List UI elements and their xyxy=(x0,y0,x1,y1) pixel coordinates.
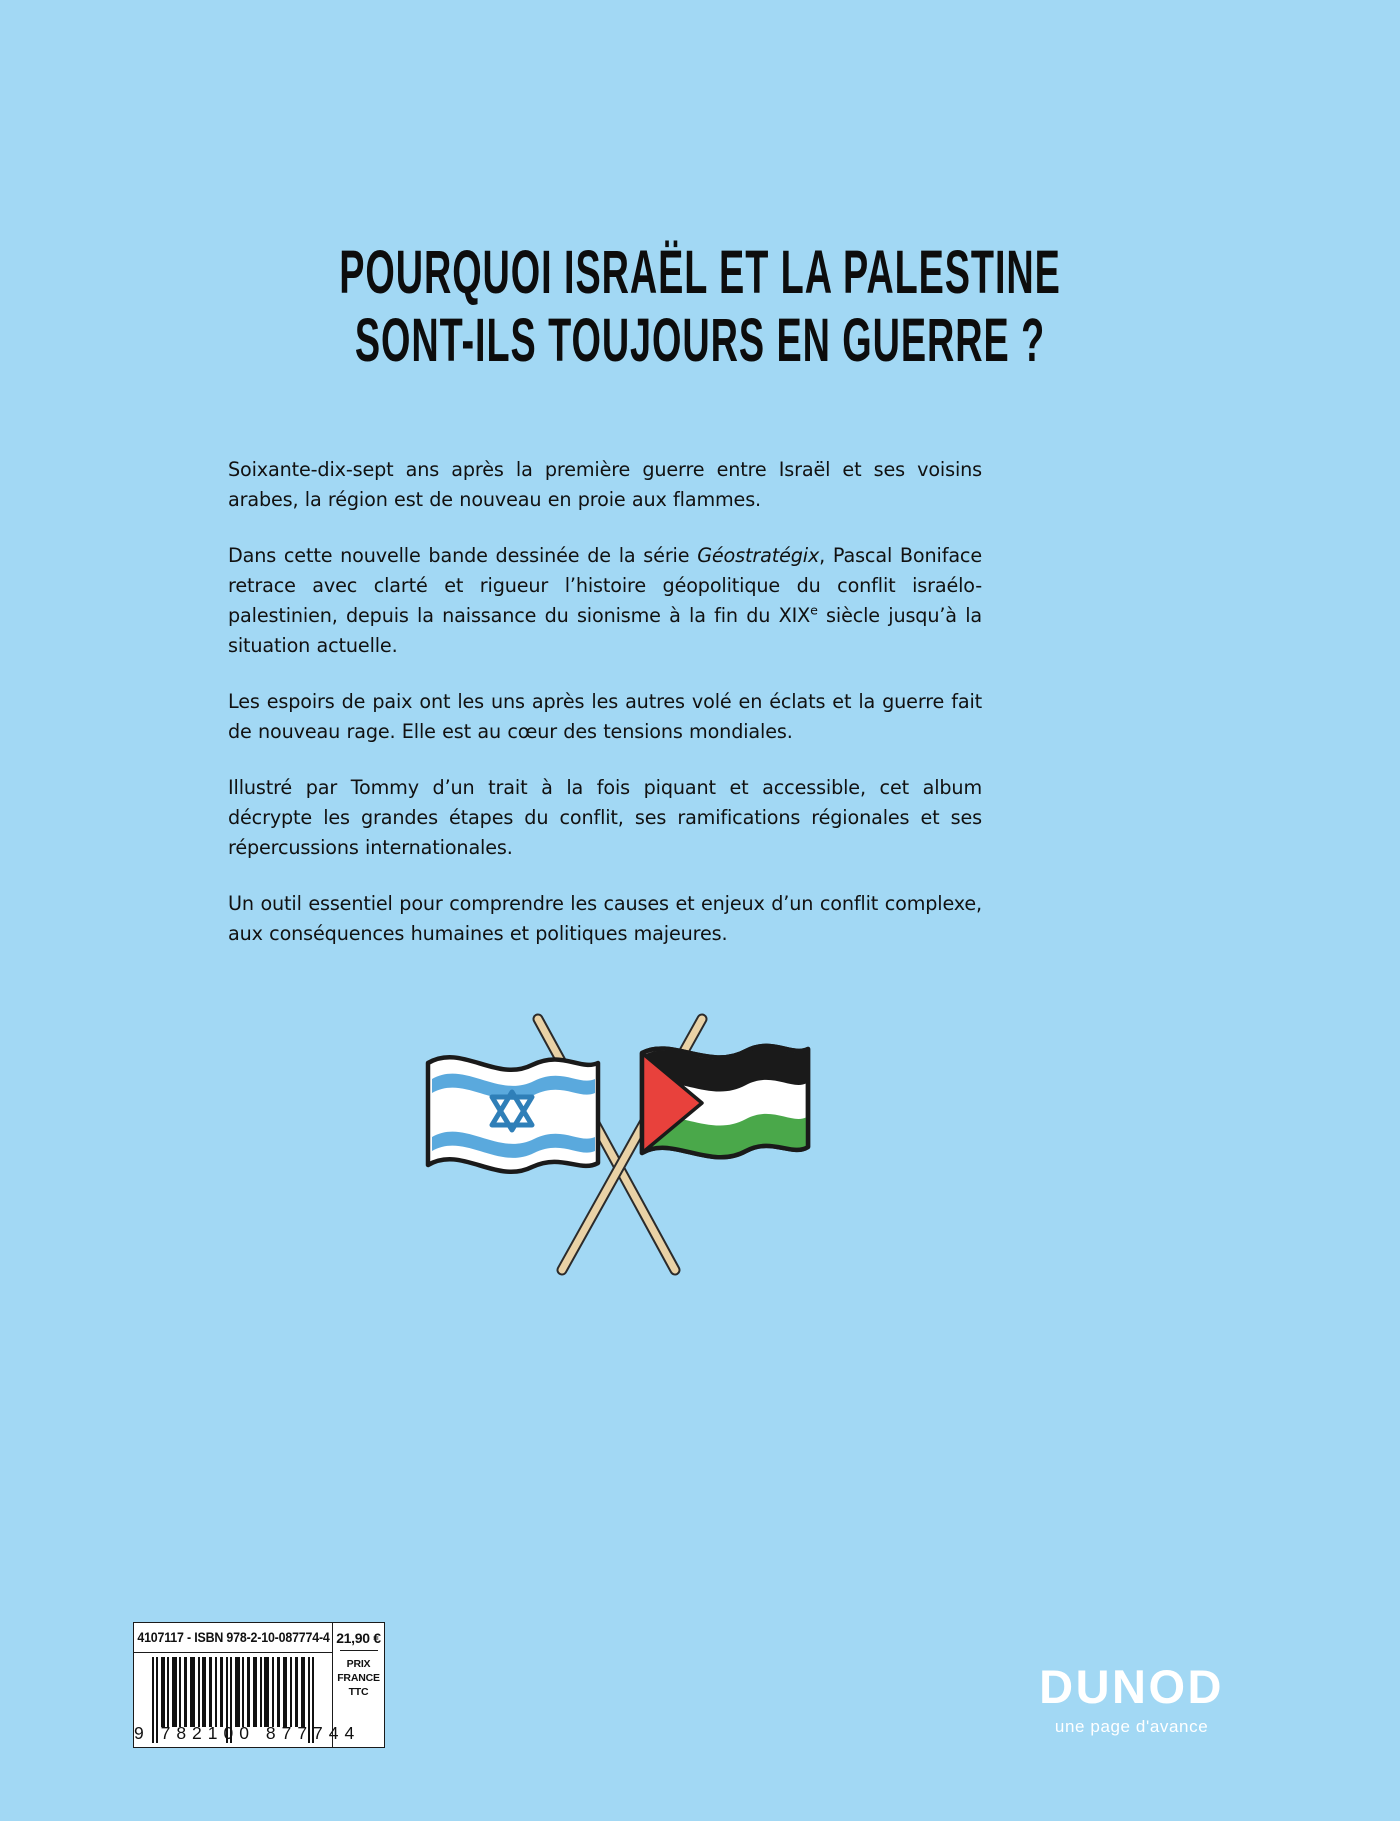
crossed-flags-illustration xyxy=(410,975,830,1285)
blurb-paragraph-1: Soixante-dix-sept ans après la première guerre entre Israël et ses voisins arabes, la région est de nouveau en proie aux flammes. xyxy=(228,458,982,511)
blurb-p2-mid: , Pascal Boniface retrace avec clarté et rigueur l’histoire géopolitique du conflit israélo-palestinien, depuis la naissance du sionisme à la fin du XIX xyxy=(228,544,982,627)
barcode-digits: 9 782100 877744 xyxy=(134,1723,361,1743)
blurb-p2-tail: siècle jusqu’à la situation actuelle. xyxy=(228,604,982,657)
price-label-line-2: FRANCE xyxy=(337,1672,380,1685)
isbn-text: 4107117 - ISBN 978-2-10-087774-4 xyxy=(136,1630,330,1645)
blurb-paragraph-2 xyxy=(228,541,982,661)
blurb-paragraph-4: Illustré par Tommy d’un trait à la fois piquant et accessible, cet album décrypte les grandes étapes du conflit, ses ramifications régionales et ses répercussions internationales. xyxy=(228,776,982,859)
publisher-logo xyxy=(1039,1662,1224,1737)
price-value: 21,90 € xyxy=(336,1630,381,1646)
blurb-text xyxy=(228,455,982,949)
title-line-1: POURQUOI ISRAËL ET LA PALESTINE xyxy=(339,238,1061,306)
publisher-tagline: une page d'avance xyxy=(1054,1717,1209,1736)
palestine-flag xyxy=(642,1046,808,1157)
isbn-barcode-block xyxy=(133,1622,385,1748)
blurb-paragraph-5: Un outil essentiel pour comprendre les causes et enjeux d’un conflit complexe, aux conséquences humaines et politiques majeures. xyxy=(228,892,982,945)
blurb-p2-lead: Dans cette nouvelle bande dessinée de la série xyxy=(228,544,698,567)
blurb-paragraph-3: Les espoirs de paix ont les uns après les autres volé en éclats et la guerre fait de nouveau rage. Elle est au cœur des tensions mondiales. xyxy=(228,690,982,743)
price-label-line-3: TTC xyxy=(348,1686,369,1699)
publisher-name: DUNOD xyxy=(1039,1660,1224,1713)
price-divider xyxy=(340,1650,378,1651)
century-ordinal-superscript: e xyxy=(810,602,818,618)
price-label-line-1: PRIX xyxy=(346,1658,371,1671)
barcode-isbn-row xyxy=(134,1623,332,1653)
page-title xyxy=(0,238,1400,374)
series-title: Géostratégix xyxy=(697,544,820,567)
israel-flag xyxy=(428,1057,598,1172)
title-line-2: SONT-ILS TOUJOURS EN GUERRE ? xyxy=(354,306,1046,374)
